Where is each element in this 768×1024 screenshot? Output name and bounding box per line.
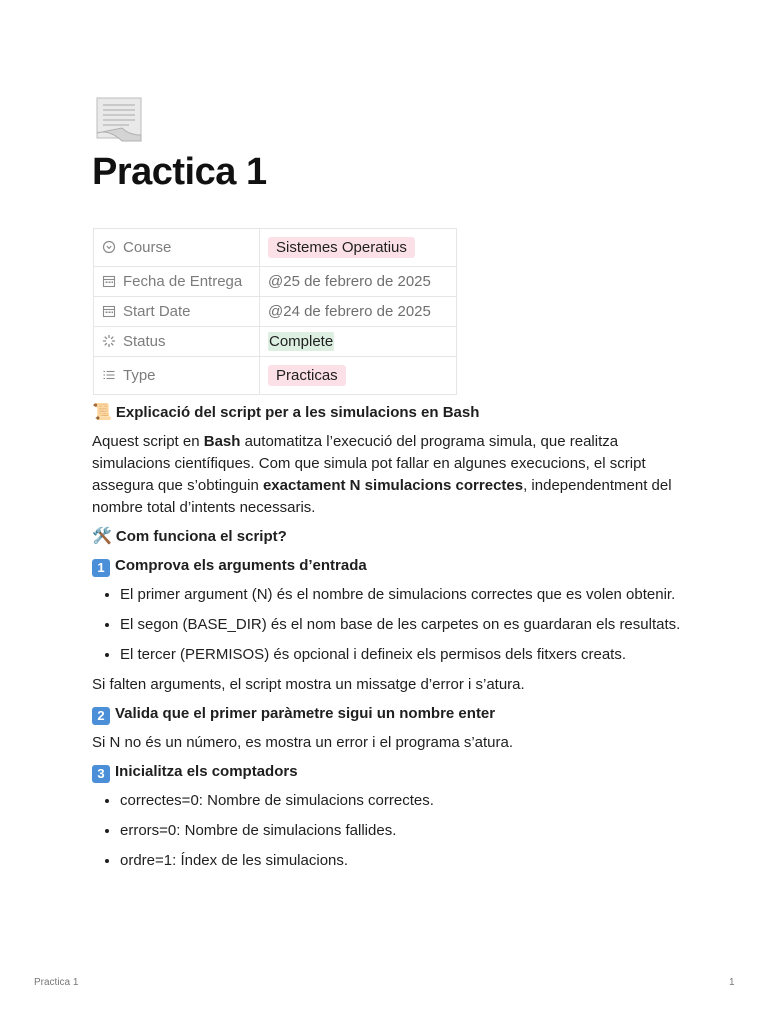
property-row-type (94, 357, 457, 395)
list-item: • correctes=0: Nombre de simulacions correctes. (120, 790, 682, 812)
keycap-2-icon: 2 (92, 707, 110, 725)
property-value[interactable] (260, 357, 457, 395)
property-key: Status (94, 327, 260, 357)
status-icon (102, 334, 116, 348)
scroll-emoji-icon: 📜 (92, 404, 112, 421)
section-heading: 🛠️ Com funciona el script? (92, 528, 287, 545)
list-icon (102, 368, 116, 382)
list-item: • El primer argument (N) és el nombre de simulacions correctes que es volen obtenir. (120, 584, 682, 606)
type-tag[interactable]: Practicas (268, 365, 346, 386)
property-row-course (94, 229, 457, 267)
step-heading: 2 Valida que el primer paràmetre sigui un nombre enter (92, 703, 682, 725)
document-body (92, 402, 682, 880)
scroll-icon (94, 95, 144, 143)
calendar-icon (102, 304, 116, 318)
step1-note: Si falten arguments, el script mostra un missatge d’error i s’atura. (92, 676, 525, 693)
due-date-value[interactable]: @25 de febrero de 2025 (268, 273, 431, 290)
step-heading: 1 Comprova els arguments d’entrada (92, 555, 682, 577)
list-item: • El tercer (PERMISOS) és opcional i defineix els permisos dels fitxers creats. (120, 644, 682, 666)
step-heading: 3 Inicialitza els comptadors (92, 761, 682, 783)
list-item: • ordre=1: Índex de les simulacions. (120, 850, 682, 872)
properties-table (93, 228, 457, 395)
start-date-value[interactable]: @24 de febrero de 2025 (268, 303, 431, 320)
status-tag[interactable]: Complete (269, 333, 334, 350)
list-item: • El segon (BASE_DIR) és el nom base de les carpetes on es guardaran els resultats. (120, 614, 682, 636)
property-row-status (94, 327, 457, 357)
calendar-icon (102, 274, 116, 288)
footer-title: Practica 1 (34, 977, 79, 988)
property-value[interactable] (260, 327, 457, 357)
circle-select-icon (102, 240, 116, 254)
page-number: 1 (729, 977, 735, 988)
tools-emoji-icon: 🛠️ (92, 528, 112, 545)
list-item: • errors=0: Nombre de simulacions fallides. (120, 820, 682, 842)
property-row-due-date (94, 267, 457, 297)
section-heading: 📜 Explicació del script per a les simulacions en Bash (92, 404, 480, 421)
step3-list (92, 790, 682, 872)
property-key: Fecha de Entrega (94, 267, 260, 297)
keycap-1-icon: 1 (92, 559, 110, 577)
course-tag[interactable]: Sistemes Operatius (268, 237, 415, 258)
step1-list (92, 584, 682, 666)
property-row-start-date (94, 297, 457, 327)
intro-paragraph: Aquest script en Bash automatitza l’execució del programa simula, que realitza simulacions científiques. Com que simula pot fallar en algunes execucions, el script assegura que s’obtinguin exactament N simulacions correctes, independentment del nombre total d’intents necessaris. (92, 433, 672, 516)
keycap-3-icon: 3 (92, 765, 110, 783)
step2-note: Si N no és un número, es mostra un error i el programa s’atura. (92, 734, 514, 751)
property-value[interactable] (260, 229, 457, 267)
property-key: Course (94, 229, 260, 267)
property-value[interactable] (260, 267, 457, 297)
property-key: Type (94, 357, 260, 395)
property-key: Start Date (94, 297, 260, 327)
property-value[interactable] (260, 297, 457, 327)
page-title: Practica 1 (92, 151, 267, 193)
